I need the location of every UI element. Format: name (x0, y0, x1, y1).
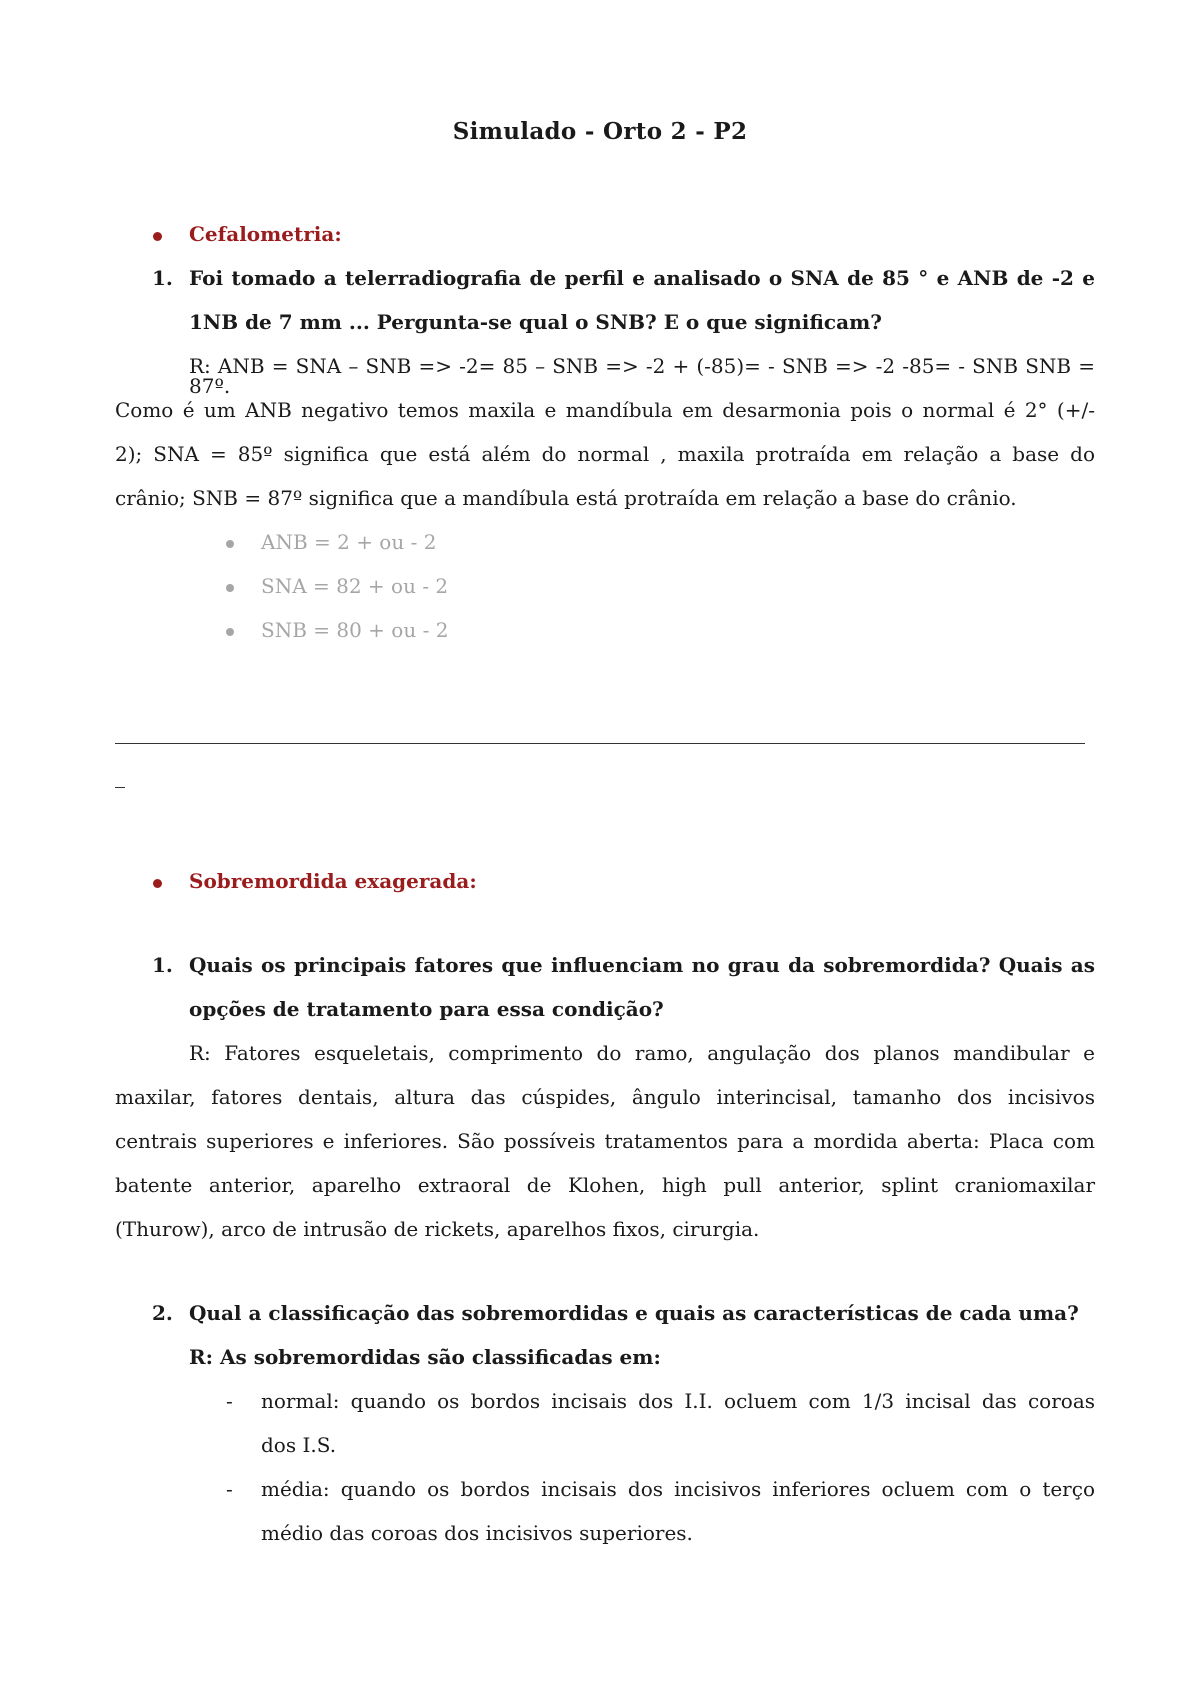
answer-text: centrais superiores e inferiores. São possíveis tratamentos para a mordida aberta: Placa com (115, 1129, 1095, 1153)
answer-text: batente anterior, aparelho extraoral de Klohen, high pull anterior, splint craniomaxilar (115, 1173, 1095, 1197)
separator-line (115, 743, 1085, 744)
list-bullet-icon (226, 628, 234, 636)
section-bullet-icon (153, 879, 162, 888)
classification-item: normal: quando os bordos incisais dos I.I. ocluem com 1/3 incisal das coroas (261, 1389, 1095, 1413)
section-bullet-icon (153, 232, 162, 241)
page-title: Simulado - Orto 2 - P2 (452, 118, 748, 145)
answer-text: crânio; SNB = 87º significa que a mandíbula está protraída em relação a base do crânio. (115, 486, 1017, 510)
reference-item: SNA = 82 + ou - 2 (261, 574, 449, 598)
list-bullet-icon (226, 584, 234, 592)
reference-item: ANB = 2 + ou - 2 (261, 530, 437, 554)
question-number: 1. (152, 266, 173, 290)
answer-intro: R: As sobremordidas são classificadas em: (189, 1345, 661, 1369)
classification-item: média: quando os bordos incisais dos incisivos inferiores ocluem com o terço (261, 1477, 1095, 1501)
answer-text: Como é um ANB negativo temos maxila e mandíbula em desarmonia pois o normal é 2° (+/- (115, 398, 1095, 422)
question-text: Qual a classificação das sobremordidas e quais as características de cada uma? (189, 1301, 1079, 1325)
answer-text: R: Fatores esqueletais, comprimento do ramo, angulação dos planos mandibular e (189, 1041, 1095, 1065)
list-dash: - (226, 1477, 233, 1501)
classification-item: médio das coroas dos incisivos superiores. (261, 1521, 693, 1545)
list-bullet-icon (226, 540, 234, 548)
section-heading-cefalometria: Cefalometria: (189, 222, 342, 246)
answer-text: (Thurow), arco de intrusão de rickets, aparelhos fixos, cirurgia. (115, 1217, 760, 1241)
classification-item: dos I.S. (261, 1433, 337, 1457)
question-text: opções de tratamento para essa condição? (189, 997, 664, 1021)
question-number: 1. (152, 953, 173, 977)
answer-text: maxilar, fatores dentais, altura das cúspides, ângulo interincisal, tamanho dos incisivos (115, 1085, 1095, 1109)
question-number: 2. (152, 1301, 173, 1325)
question-text: Foi tomado a telerradiografia de perfil e analisado o SNA de 85 ° e ANB de -2 e (189, 266, 1095, 290)
reference-item: SNB = 80 + ou - 2 (261, 618, 449, 642)
answer-text: R: ANB = SNA – SNB => -2= 85 – SNB => -2 + (-85)= - SNB => -2 -85= - SNB SNB = 87º. (189, 354, 1095, 398)
list-dash: - (226, 1389, 233, 1413)
question-text: 1NB de 7 mm ... Pergunta-se qual o SNB? E o que significam? (189, 310, 882, 334)
answer-text: 2); SNA = 85º significa que está além do normal , maxila protraída em relação a base do (115, 442, 1095, 466)
question-text: Quais os principais fatores que influenciam no grau da sobremordida? Quais as (189, 953, 1095, 977)
section-heading-sobremordida: Sobremordida exagerada: (189, 869, 477, 893)
separator-line-stub (115, 787, 125, 788)
